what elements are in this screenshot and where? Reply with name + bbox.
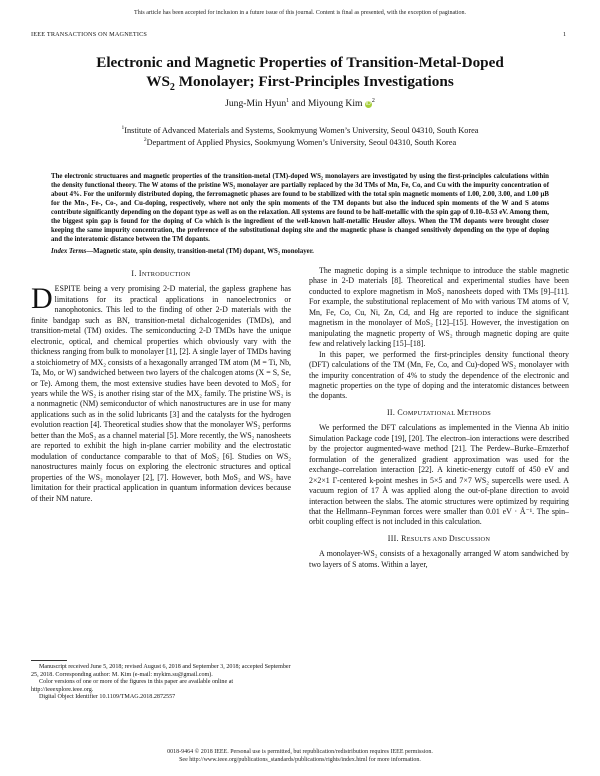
author-name: Miyoung Kim	[307, 98, 363, 110]
methods-paragraph: We performed the DFT calculations as implemented in the Vienna Ab initio Simulation Package code [19], [20]. The electron–ion interactions were described by the projector augmented-wave method [21]. The Perdew–Burke–Ernzerhof formulation of the generalized gradient approximation was used for the exchange–correlation interaction [22]. A kinetic-energy cutoff of 450 eV and 2×2×1 Γ-centered k-point meshes in 5×5 and 7×7 WS₂ supercells were used. A vacuum region of 17 Å was applied along the out-of-plane direction to avoid interaction between the slabs. The atomic structures were optimized by requiring that the Hellmann–Feynman forces were smaller than 0.01 eV · Å⁻¹. The spin–orbit coupling effect is not included in this calculation.	[309, 423, 569, 527]
footnote-doi: Digital Object Identifier 10.1109/TMAG.2018.2872557	[39, 694, 176, 701]
copyright-line: 0018-9464 © 2018 IEEE. Personal use is permitted, but republication/redistribution requires IEEE permission.	[167, 749, 433, 755]
body-paragraph: The magnetic doping is a simple technique to introduce the stable magnetic phase in 2-D materials [8]. Theoretical and experimental studies have been conducted to explore magnetism in MoS₂ nanosheets doped with TMs [9]–[11]. For example, the substitutional replacement of Mo with various TM atoms of V, Mn, Fe, Co, Cu, Ni, Zn, Cd, and Hg are reported to induce the significant magnetism in the monolayer of MoS₂ [12]–[15]. However, the investigation on manipulating the magnetic property of WS₂ through magnetic doping are quite few and relatively lacking [15]–[18].	[309, 266, 569, 349]
section-heading-introduction: I. INTRODUCTION	[131, 269, 191, 278]
section-heading-results: III. RESULTS AND DISCUSSION	[387, 533, 491, 543]
right-column	[309, 266, 569, 570]
abstract: The electronic structuares and magnetic properties of the transition-metal (TM)-doped WS₂ monolayers are investigated by using the first-principles calculations within the density functional theory. The W atoms of the pristine WS₂ monolayer are partially replaced by the 3d TMs of Mn, Fe, Co, and Cu with the impurity concentration of about 4%. For the uniformly distributed doping, the ferromagnetic phases are found to be stabilized with the total spin magnetic moments of 1.00, 2.00, 3.00, and 1.00 μB for the Mn-, Fe-, Co-, and Cu-doping, respectively, where not only the spin moments of the TM dopants but also the induced spin moments of the W and S atoms contribute significantly depending on the dopant type as well as on the relaxation. All systems are found to be half-metallic with the spin gap of 0.10–0.53 eV. Among them, the biggest spin gap is found for the doping of Co which is the ingredient of the well-known half-metallic Heusler alloys. When the TM dopants were brought closer keeping the same impurity concentration, the preference of the substitutional doping site and the magnetic phase is changed sensitively depending on the type of doping and the interatomic distance between the TM dopants.	[51, 173, 549, 244]
drop-cap: D	[31, 282, 53, 316]
results-paragraph: A monolayer-WS₂ consists of a hexagonally arranged W atom sandwiched by two layers of S atoms. Within a layer,	[309, 549, 569, 569]
footnote-manuscript: Manuscript received June 5, 2018; revised August 6, 2018 and September 3, 2018; accepted September 25, 2018. Corresponding author: M. Kim (e-mail: mykim.su@gmail.com).	[31, 664, 291, 678]
affiliation-1: $^1$Institute of Advanced Materials and Systems, Sookmyung Women’s University, Seoul 04310, South Korea	[121, 125, 479, 135]
affiliation-2: $^2$Department of Applied Physics, Sookmyung Women’s University, Seoul 04310, South Korea	[143, 137, 457, 147]
footnote-color[interactable]: Color versions of one or more of the figures in this paper are available online at http://ieeexplore.ieee.org.	[31, 679, 234, 693]
body-paragraph: In this paper, we performed the first-principles density functional theory (DFT) calculations of the TM (Mn, Fe, Co, and Cu)-doped WS₂ monolayer with the impurity concentration of 4% to study the dependence of the electronic and magnetic properties on the type of doping and the interatomic distances between the dopants.	[309, 349, 569, 401]
left-column	[31, 266, 291, 504]
index-terms: Index Terms—Magnetic state, spin density, transition-metal (TM) dopant, WS₂ monolayer.	[51, 248, 314, 255]
paper-title	[40, 53, 560, 97]
title-line-1: Electronic and Magnetic Properties of Transition-Metal-Doped	[96, 54, 504, 71]
author-list: Jung-Min Hyun$^1$ and Miyoung Kim $iD^2$	[225, 98, 375, 110]
intro-paragraph: DESPITE being a very promising 2-D material, the gapless graphene has limitations for its practical applications in nanoelectronics or nanophotonics. This led to the finding of other 2-D materials with the finite bandgap such as BN, transition-metal dichalcogenides (TMDs), and transition-metal (TM) oxides. The semiconducting 2-D TMDs have the unique electronic, optical, and chemical properties which obviously vary with the thickness ranging from bulk to monolayer [1], [2]. A single layer of TMDs having a stoichiometry of MX₂ consists of a hexagonally arranged TM atom (M = Ti, Nb, Ta, Mo, or W) sandwiched between two layers of the chalcogen atoms (X = S, Se, or Te). Among them, the most extensive studies have been devoted to MoS₂ for years while the WS₂ is another rising star of the MX₂ family. The pristine WS₂ is a nonmagnetic (NM) semiconductor of which nanostructures are in use for many applications such as in the solid lubricants [3] and the catalysts for the hydrogen evolution reaction [4]. Theoretical studies show that the monolayer WS₂ performs better than the MoS₂ as a channel material [5]. More recently, the WS₂ nanosheets are reported to exhibit the high in-plane carrier mobility and the electrostatic modulation of conductance comparable to that of MoS₂ [6]. Studies on WS₂ nanostructures mainly focus on exploring the electronic structures and optical properties of the WS₂ monolayer [2], [7]. However, both MoS₂ and WS₂ have limitation for their practical application in quantum information devices because of their NM nature.	[31, 282, 291, 503]
footnotes	[31, 664, 291, 702]
author-name: Jung-Min Hyun	[225, 98, 287, 110]
acceptance-notice: This article has been accepted for inclusion in a future issue of this journal. Content is final as presented, with the exception of pagination.	[134, 10, 466, 16]
orcid-icon[interactable]: iD	[365, 101, 371, 108]
section-heading-methods: II. COMPUTATIONAL METHODS	[386, 407, 491, 417]
copyright-footer	[0, 748, 600, 764]
title-line-2: $WS_2$ Monolayer; First-Principles Investigations	[146, 73, 454, 94]
page-number: 1	[563, 31, 567, 38]
rights-link[interactable]: See http://www.ieee.org/publications_standards/publications/rights/index.html for more information.	[179, 757, 421, 763]
footnote-rule	[31, 660, 67, 661]
running-header-journal: IEEE TRANSACTIONS ON MAGNETICS	[31, 31, 148, 38]
